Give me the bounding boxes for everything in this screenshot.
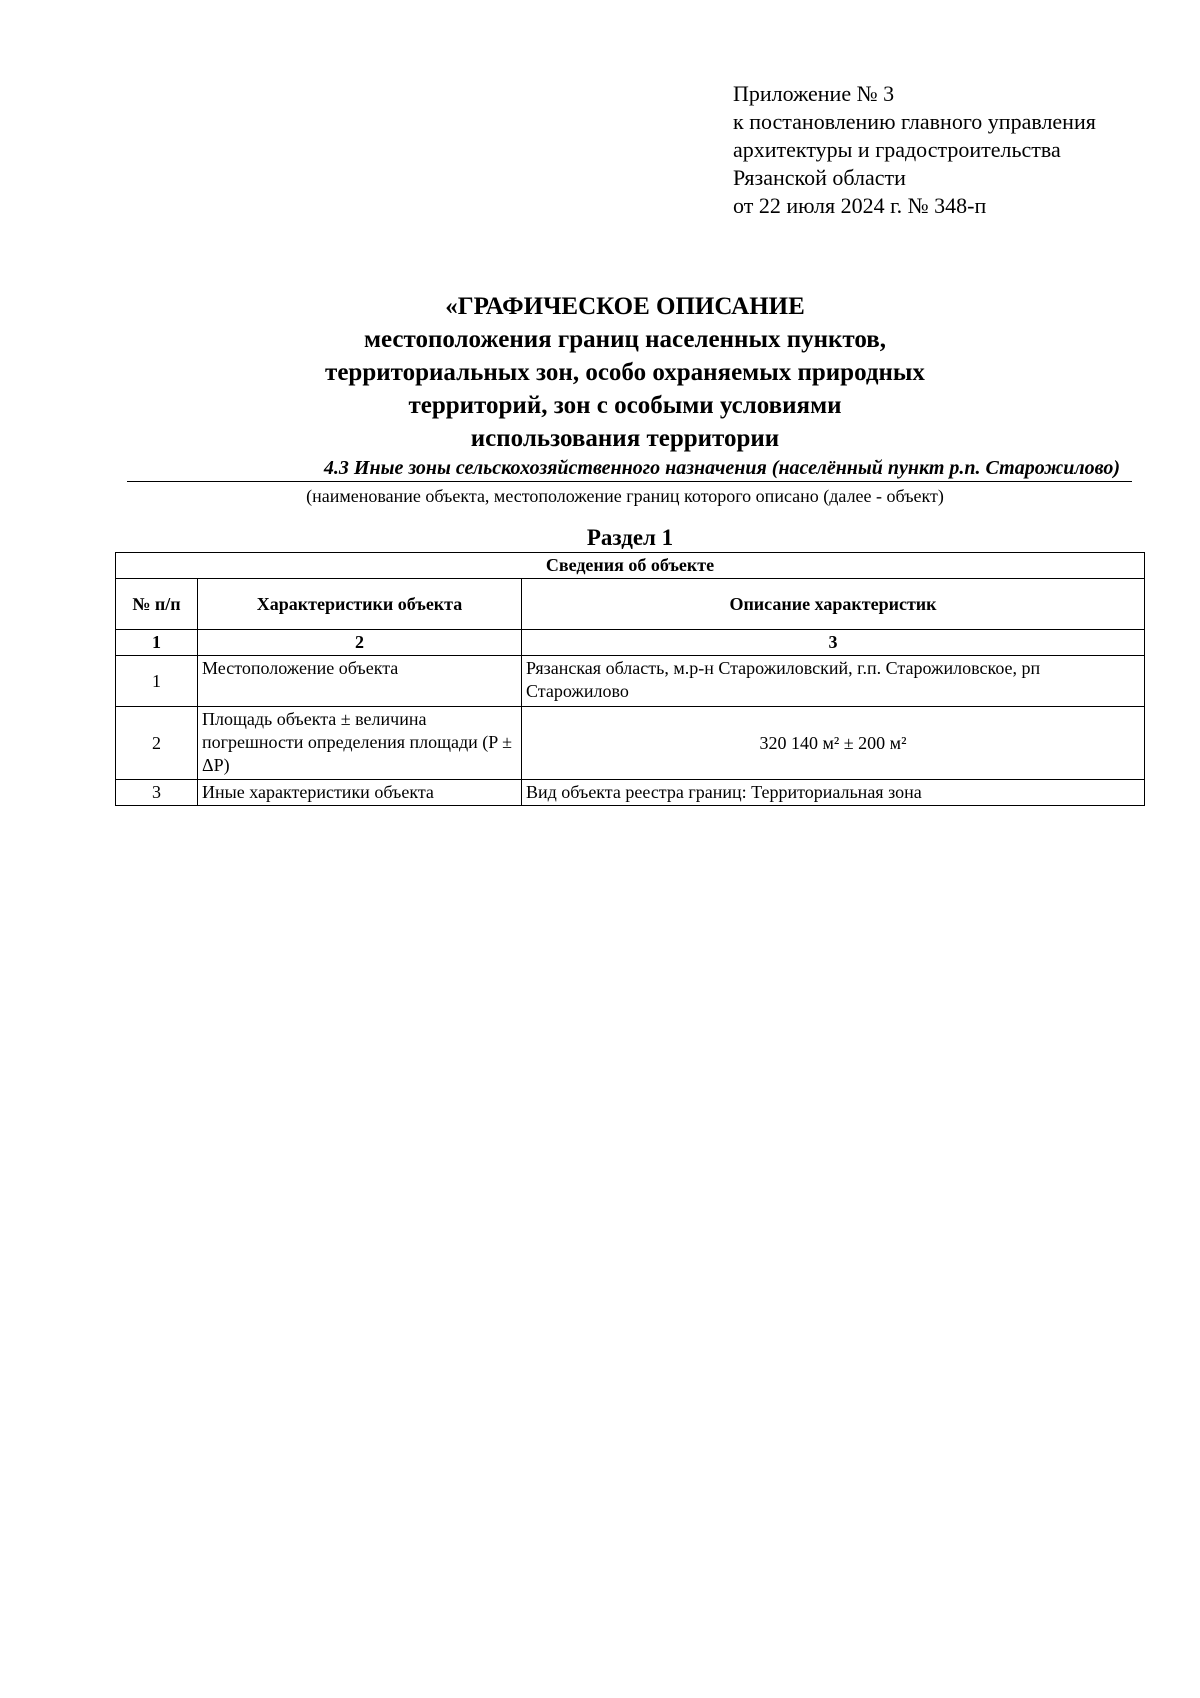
- header-characteristic: Характеристики объекта: [198, 579, 522, 630]
- table-row: [116, 656, 1145, 707]
- header-description: Описание характеристик: [522, 579, 1145, 630]
- object-info-table: [115, 552, 1145, 806]
- table-row: [116, 780, 1145, 806]
- appendix-header: [733, 80, 1096, 220]
- title-line: использования территории: [470, 425, 780, 452]
- row-description: Вид объекта реестра границ: Территориальная зона: [522, 780, 1145, 806]
- object-name: 4.3 Иные зоны сельскохозяйственного назначения (населённый пункт р.п. Старожилово): [127, 455, 1132, 482]
- index-cell: 2: [198, 630, 522, 656]
- row-num: 2: [116, 707, 198, 780]
- appendix-line: Рязанской области: [733, 165, 906, 190]
- section-title: Раздел 1: [586, 525, 674, 550]
- title-line: территориальных зон, особо охраняемых природных: [325, 359, 925, 386]
- appendix-line: Приложение № 3: [733, 81, 895, 106]
- table-header-row: [116, 579, 1145, 630]
- title-line: «ГРАФИЧЕСКОЕ ОПИСАНИЕ: [445, 293, 805, 320]
- row-characteristic: Площадь объекта ± величина погрешности определения площади (P ± ΔP): [198, 707, 522, 780]
- appendix-line: архитектуры и градостроительства: [733, 137, 1061, 162]
- appendix-line: к постановлению главного управления: [733, 109, 1096, 134]
- table-index-row: [116, 630, 1145, 656]
- table-row: [116, 707, 1145, 780]
- table-caption: Сведения об объекте: [116, 553, 1145, 579]
- document-title: [115, 290, 1135, 455]
- table-caption-row: [116, 553, 1145, 579]
- appendix-date: от 22 июля 2024 г. № 348-п: [733, 193, 987, 218]
- index-cell: 3: [522, 630, 1145, 656]
- row-characteristic: Иные характеристики объекта: [198, 780, 522, 806]
- row-description: Рязанская область, м.р-н Старожиловский, г.п. Старожиловское, рп Старожилово: [522, 656, 1145, 707]
- row-num: 3: [116, 780, 198, 806]
- row-num: 1: [116, 656, 198, 707]
- header-num: № п/п: [116, 579, 198, 630]
- row-characteristic: Местоположение объекта: [198, 656, 522, 707]
- row-description: 320 140 м² ± 200 м²: [522, 707, 1145, 780]
- title-line: территорий, зон с особыми условиями: [408, 392, 842, 419]
- object-name-caption: (наименование объекта, местоположение границ которого описано (далее - объект): [306, 486, 944, 506]
- title-line: местоположения границ населенных пунктов,: [363, 326, 887, 353]
- index-cell: 1: [116, 630, 198, 656]
